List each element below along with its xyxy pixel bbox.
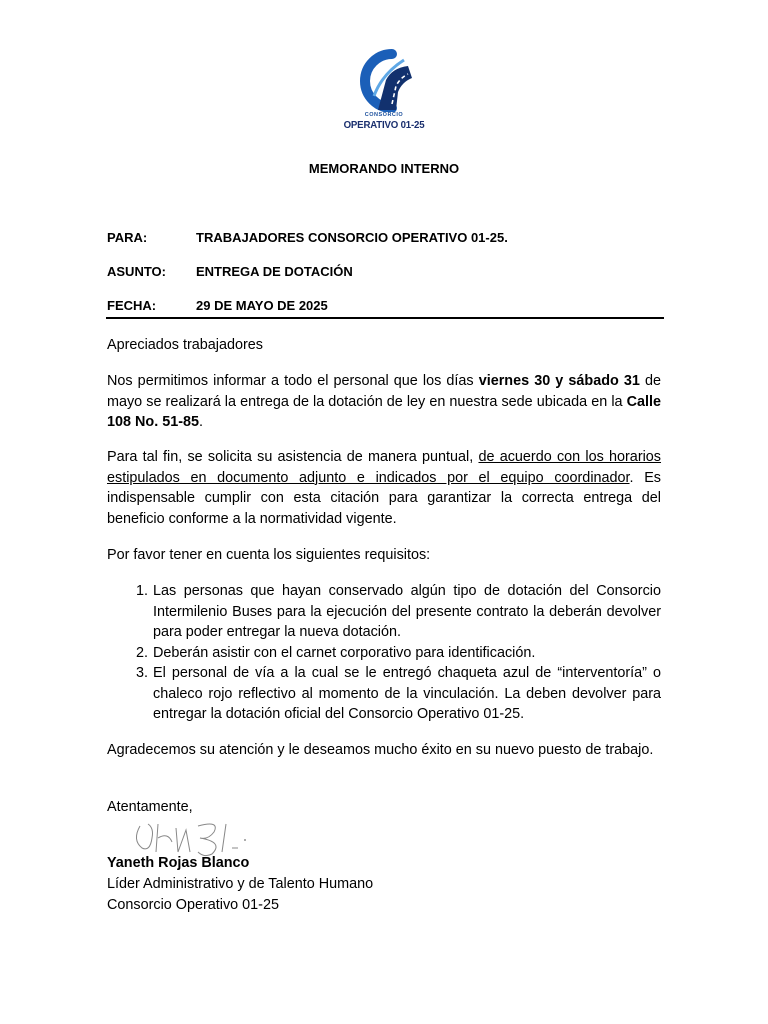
signature-block [107,853,373,916]
asunto-value: ENTREGA DE DOTACIÓN [196,264,353,279]
p1-bold-address: Calle 108 No. 51-85 [107,393,661,430]
closing: Atentamente, [107,799,193,815]
p1-text-1: Nos permitimos informar a todo el personal que los días [107,373,479,389]
fecha-value: 29 DE MAYO DE 2025 [196,298,328,313]
requirements-list [107,581,661,725]
para-label: PARA: [107,230,148,245]
company-logo [334,48,434,136]
road-emblem-icon [352,48,416,112]
logo-small-text: CONSORCIO [364,112,404,118]
header-divider [106,317,664,319]
para-value: TRABAJADORES CONSORCIO OPERATIVO 01-25. [196,230,508,245]
logo-main-text: OPERATIVO 01-25 [343,119,425,131]
paragraph-1 [107,371,661,433]
asunto-label: ASUNTO: [107,264,166,279]
header-fecha-row [107,298,328,313]
p1-bold-dates: viernes 30 y sábado 31 [478,373,640,389]
p2-text-2: . Es indispensable cumplir con esta citación para garantizar la correcta entrega del beneficio conforme a la normatividad vigente. [107,469,661,527]
signer-role: Líder Administrativo y de Talento Humano [107,876,374,892]
p1-text-3: . [199,414,203,430]
p1-text-2: de mayo se realizará la entrega de la dotación de ley en nuestra sede ubicada en la [107,373,661,410]
paragraph-4: Agradecemos su atención y le deseamos mucho éxito en su nuevo puesto de trabajo. [107,742,654,758]
paragraph-3: Por favor tener en cuenta los siguientes requisitos: [107,547,431,563]
signer-org: Consorcio Operativo 01-25 [107,897,279,913]
fecha-label: FECHA: [107,298,157,313]
header-para-row [107,230,508,245]
p2-underlined: de acuerdo con los horarios estipulados en documento adjunto e indicados por el equipo coordinador [107,449,662,486]
greeting: Apreciados trabajadores [107,337,263,353]
header-asunto-row [107,264,353,279]
list-item: 3. El personal de vía a la cual se le entregó chaqueta azul de “interventoría” o chaleco rojo reflectivo al momento de la vinculación. La deben devolver para entregar la dotación oficial del Consorcio Operativo 01-25. [152,663,661,725]
signer-name: Yaneth Rojas Blanco [107,855,250,871]
p2-text-1: Para tal fin, se solicita su asistencia de manera puntual, [107,449,479,465]
memo-title: MEMORANDO INTERNO [308,161,460,176]
paragraph-2 [107,447,661,529]
list-item: 1. Las personas que hayan conservado algún tipo de dotación del Consorcio Intermilenio Buses para la ejecución del presente contrato la deberán devolver para poder entregar la nueva dotación. [152,581,661,643]
list-item: 2. Deberán asistir con el carnet corporativo para identificación. [152,643,661,664]
